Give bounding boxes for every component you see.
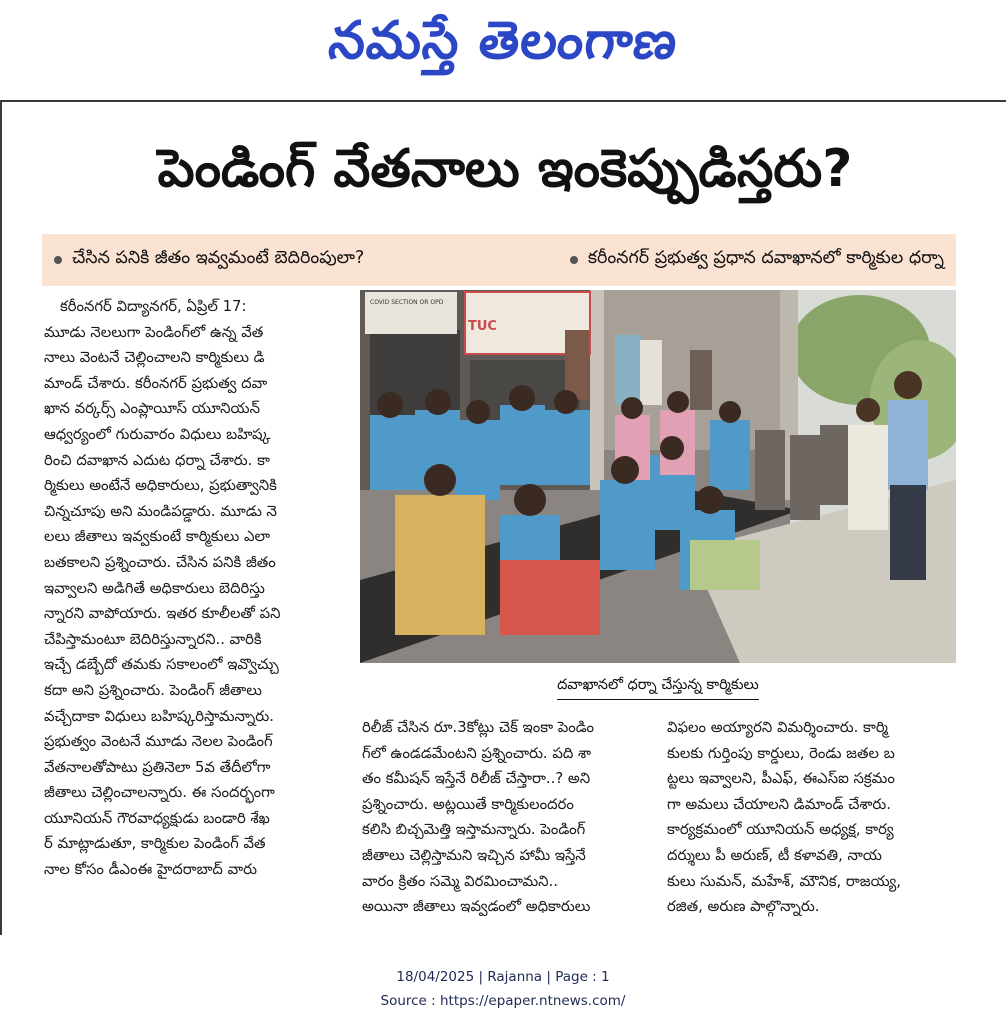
column-line: ఇవ్వాలని అడిగితే అధికారులు బెదిరిస్తు [44, 579, 265, 597]
article-column-1 [44, 294, 360, 883]
footer-edition-info: 18/04/2025 | Rajanna | Page : 1 [396, 969, 610, 985]
column-line: న్నారని వాపోయారు. ఇతర కూలీలతో పని [44, 605, 281, 623]
column-line: చేపిస్తామంటూ బెదిరిస్తున్నారని.. వారికి [44, 630, 262, 648]
column-line: కులు సుమన్, మహేశ్, మౌనిక, రాజయ్య, [667, 872, 901, 890]
column-line: విఫలం అయ్యారని విమర్శించారు. కార్మి [667, 719, 888, 736]
column-line: రిలీజ్ చేసిన రూ.3కోట్లు చెక్ ఇంకా పెండిం [362, 719, 595, 736]
column-line: వేతనాలతోపాటు ప్రతినెలా 5వ తేదీలోగా [44, 758, 271, 776]
bullet-icon [570, 256, 578, 264]
masthead [0, 0, 1006, 82]
column-line: కులకు గుర్తింపు కార్డులు, రెండు జతల బ [667, 744, 895, 762]
article-column-2 [362, 715, 652, 920]
column-line: నాలు వెంటనే చెల్లించాలని కార్మికులు డి [44, 349, 265, 367]
news-photo [360, 290, 956, 663]
photo-banner-text: COVID SECTION OR OPD [370, 299, 444, 306]
subhead-item [54, 248, 364, 272]
column-line: ప్రశ్నించారు. అట్లయితే కార్మికులందరం [362, 795, 574, 813]
column-line: ట్టలు ఇవ్వాలని, పీఎఫ్, ఈఎస్ఐ సక్రమం [667, 770, 895, 788]
column-line: కార్యక్రమంలో యూనియన్ అధ్యక్ష, కార్య [667, 821, 894, 839]
column-line: బతకాలని ప్రశ్నించారు. చేసిన పనికి జీతం [44, 553, 276, 571]
subhead-item [570, 248, 944, 272]
article-headline: పెండింగ్ వేతనాలు ఇంకెప్పుడిస్తరు? [157, 139, 853, 199]
column-line: కలిసి బిచ్చమెత్తి ఇస్తామన్నారు. పెండింగ్ [362, 821, 586, 839]
column-line: ఆధ్వర్యంలో గురువారం విధులు బహిష్క [44, 425, 271, 443]
frame-left-border [0, 100, 2, 935]
column-line: జీతాలు చెల్లించాలన్నారు. ఈ సందర్భంగా [44, 784, 275, 802]
column-line: చిన్నచూపు అని మండిపడ్డారు. మూడు నె [44, 502, 277, 520]
column-line: దర్శులు పీ అరుణ్, టీ కళావతి, నాయ [667, 846, 882, 864]
column-line: మూడు నెలలుగా పెండింగ్‌లో ఉన్న వేత [44, 323, 264, 341]
photo-sign-text: TUC [468, 319, 497, 334]
column-line: జీతాలు చెల్లిస్తామని ఇచ్చిన హామీ ఇస్తేనే [362, 846, 586, 864]
subhead-band [42, 234, 956, 286]
column-line: తం కమీషన్ ఇస్తేనే రిలీజ్ చేస్తారా..? అని [362, 770, 591, 788]
column-line: యూనియన్ గౌరవాధ్యక్షుడు బండారి శేఖ [44, 809, 270, 827]
column-line: వచ్చేదాకా విధులు బహిష్కరిస్తామన్నారు. [44, 707, 274, 725]
column-line: గ్‌లో ఉండడమేంటని ప్రశ్నించారు. పది శా [362, 744, 592, 762]
frame-top-border [0, 100, 1006, 102]
column-line: రించి దవాఖాన ఎదుట ధర్నా చేశారు. కా [44, 451, 270, 469]
column-line: అయినా జీతాలు ఇవ్వడంలో అధికారులు [362, 898, 591, 916]
photo-caption: దవాఖానలో ధర్నా చేస్తున్న కార్మికులు [557, 677, 759, 700]
column-line: ఇచ్చే డబ్బేదో తమకు సకాలంలో ఇవ్వొచ్చు [44, 656, 279, 674]
newspaper-logo: నమస్తే తెలంగాణ [325, 11, 681, 71]
column-line: కరీంనగర్ విద్యానగర్, ఏప్రిల్ 17: [60, 298, 247, 315]
column-line: ర్మికులు అంటేనే అధికారులు, ప్రభుత్వానికి [44, 477, 277, 495]
column-line: ర్ మాట్లాడుతూ, కార్మికుల పెండింగ్ వేత [44, 835, 266, 853]
footer-source: Source : https://epaper.ntnews.com/ [380, 993, 626, 1009]
column-line: నాల కోసం డీఎంఈ హైదరాబాద్ వారు [44, 861, 257, 879]
column-line: లలు జీతాలు ఇవ్వకుంటే కార్మికులు ఎలా [44, 528, 270, 546]
article-column-3 [667, 715, 957, 920]
column-line: వారం క్రితం సమ్మె విరమించామని.. [362, 872, 558, 890]
column-line: ప్రభుత్వం వెంటనే మూడు నెలల పెండింగ్ [44, 733, 273, 751]
column-line: మాండ్ చేశారు. కరీంనగర్ ప్రభుత్వ దవా [44, 374, 268, 392]
photo-caption-wrap [360, 668, 956, 708]
subhead-text: చేసిన పనికి జీతం ఇవ్వమంటే బెదిరింపులా? [72, 248, 365, 268]
column-line: ఖాన వర్కర్స్ ఎంప్లాయీస్ యూనియన్ [44, 400, 260, 418]
column-line: కదా అని ప్రశ్నించారు. పెండింగ్ జీతాలు [44, 681, 262, 699]
column-line: రజిత, అరుణ పాల్గొన్నారు. [667, 898, 820, 916]
subhead-text: కరీంనగర్ ప్రభుత్వ ప్రధాన దవాఖానలో కార్మికుల ధర్నా [587, 248, 944, 268]
bullet-icon [54, 256, 62, 264]
column-line: గా అమలు చేయాలని డిమాండ్ చేశారు. [667, 795, 891, 813]
page-footer [0, 965, 1006, 1013]
